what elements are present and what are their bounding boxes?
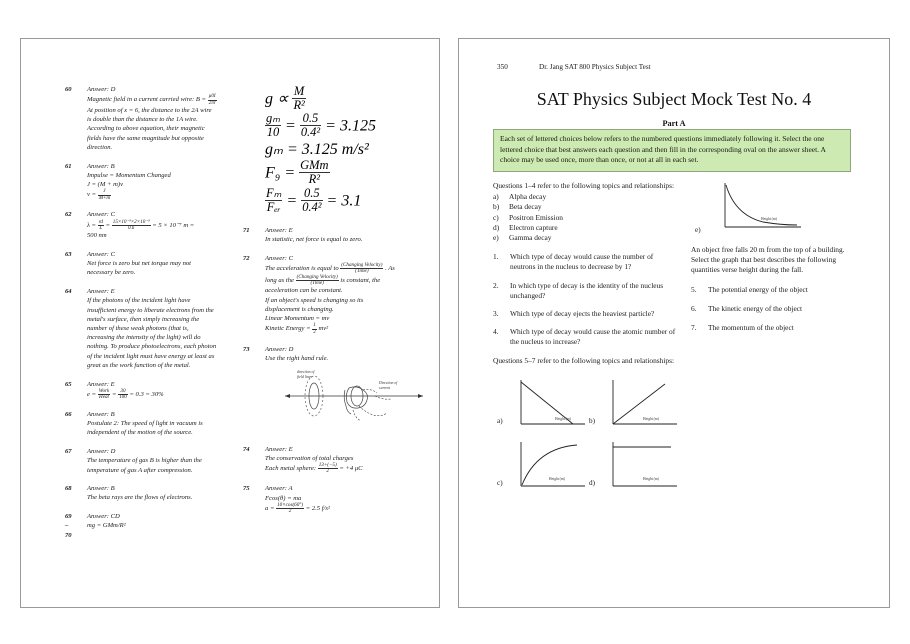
question-6 — [691, 304, 863, 314]
answer-text — [265, 484, 423, 514]
question-text: The potential energy of the object — [708, 284, 808, 294]
answer-line: increasing the intensity of the light) will do — [87, 334, 201, 342]
answer-label: Answer: B — [87, 485, 115, 493]
answer-label: Answer: C — [87, 211, 116, 219]
answer-entry-69-70 — [65, 512, 235, 540]
finger-curl-3 — [375, 396, 391, 399]
choice-letter: d) — [493, 222, 500, 232]
set1-lead: Questions 1–4 refer to the following topics and relationships: — [493, 181, 675, 190]
answer-text — [265, 226, 423, 244]
wavelength-result: = 5 × 10⁻⁷ m = — [152, 221, 195, 229]
graph-d-letter: d) — [589, 478, 595, 487]
answer-label: Answer: CD — [87, 513, 120, 521]
efficiency-result: = 0.3 = 30% — [129, 390, 164, 398]
answer-number: 64 — [65, 288, 72, 296]
one-half-fraction: $\frac{1}{2}$ — [313, 322, 316, 335]
answer-line: temperature of gas A after compression. — [87, 466, 193, 474]
answer-text — [87, 512, 235, 540]
fraction-05-over-04sq: $\frac{0.5}{\text{0.4²}}$ — [300, 111, 321, 140]
answer-label: Answer: D — [87, 448, 116, 456]
mv-squared: mv² — [318, 325, 329, 333]
graph-choice-d[interactable] — [603, 438, 681, 499]
graph-choices-grid — [493, 376, 679, 524]
answer-label: Answer: D — [87, 86, 116, 93]
choice-letter: e) — [493, 233, 499, 243]
answer-line: The conservation of total charges — [265, 454, 354, 462]
equals-sign: = — [105, 221, 111, 229]
kinetic-energy-formula: Kinetic Energy = $\frac{1}{2}$ mv² — [265, 322, 329, 335]
sphere-charge-fraction: $\frac{13+(-5)}{2}$ — [318, 462, 337, 475]
changing-velocity-fraction: $\frac{\text{(Changing Velocity)}}{\text{(Time)}}$ — [341, 261, 383, 275]
answer-line: necessary be zero. — [87, 269, 136, 277]
question-5 — [691, 285, 863, 295]
answer-columns — [21, 39, 439, 607]
answer-number: 68 — [65, 485, 72, 493]
sphere-charge-result: = +4 μC — [339, 465, 363, 473]
acceleration-definition: The acceleration is equal to $\frac{\text{(Changing Velocity)}}{\text{(Time)}}$ . As — [265, 261, 395, 275]
acceleration-formula: a = $\frac{10\times\cos(60^\circ)}{2}$ = 2.5 f/s² — [265, 501, 330, 515]
answer-number-range — [65, 512, 87, 540]
fraction-gm-over-10: $\frac{\text{gₘ}}{10}$ — [266, 111, 281, 140]
graph-a-svg — [511, 376, 589, 434]
answer-line: If an object's speed is changing so its — [265, 296, 364, 304]
answer-number: 65 — [65, 380, 72, 388]
efficiency-formula: e = $\frac{\text{Work}}{\text{Heat}}$ = $\frac{30}{100}$ = 0.3 = 30% — [87, 387, 164, 401]
arrow-left — [285, 394, 290, 398]
equation-g-proportional: g ∝ $\frac{M}{\text{R²}}$ — [265, 84, 305, 113]
choice-text: Positron Emission — [509, 212, 564, 222]
answer-text — [265, 345, 429, 436]
answer-text — [87, 484, 235, 502]
choice-text: Electron capture — [509, 222, 558, 232]
answer-line: metal's surface, then simply increasing the — [87, 315, 200, 323]
answer-line: great as the work function of the metal. — [87, 361, 191, 369]
question-7 — [691, 323, 863, 333]
part-label: Part A — [662, 119, 686, 128]
ratio-result: = 3.125 — [325, 117, 376, 135]
field-lines-caption-line2: field lines — [297, 374, 312, 379]
x-axis-label: Height (m) — [761, 217, 777, 221]
answer-text — [87, 410, 235, 438]
wavelength-formula: λ = $\frac{rd}{L}$ = $\frac{\text{15×10⁻³×2×10⁻³}}{0.6}$ = 5 × 10⁻⁷ m = — [87, 218, 195, 231]
graph-a-letter: a) — [497, 416, 503, 425]
answer-text — [87, 287, 235, 370]
x-axis-label: Height (m) — [643, 416, 659, 421]
question-text: The momentum of the object — [708, 323, 794, 333]
answer-entry-65 — [65, 380, 235, 401]
answer-number: 62 — [65, 211, 72, 219]
question-number: 7. — [691, 323, 697, 333]
fraction-m-over-r2: $\frac{M}{\text{R²}}$ — [293, 84, 305, 113]
acceleration-condition: long as the $\frac{\text{(Changing Velocity)}}{\text{(Time)}}$ is constant, the — [265, 273, 381, 287]
choice-letter: b) — [493, 202, 500, 212]
choice-c[interactable] — [493, 213, 679, 223]
question-number: 1. — [493, 252, 499, 262]
answer-line: insufficient energy to liberate electrons from the — [87, 306, 214, 314]
answer-text — [87, 210, 235, 240]
choice-e[interactable] — [493, 233, 679, 243]
graph-d-svg — [603, 438, 681, 496]
graph-b-svg — [603, 376, 681, 434]
magnetic-field-fraction: $\frac{\mu 0I}{2\pi r}$ — [208, 93, 216, 106]
answer-number: 72 — [243, 254, 250, 262]
answer-entry-63 — [65, 250, 235, 278]
question-number: 4. — [493, 327, 499, 337]
answer-number: 61 — [65, 162, 72, 170]
equals-sign: = — [286, 192, 298, 210]
answer-column-right — [243, 85, 423, 524]
answer-entry-74 — [243, 445, 423, 475]
answer-line: displacement is changing. — [265, 305, 334, 313]
equation-gm-value: gₘ = 3.125 m/s² — [265, 141, 369, 159]
choice-letter: c) — [493, 212, 499, 222]
answer-text — [265, 445, 423, 475]
page-title: SAT Physics Subject Mock Test No. 4 — [536, 89, 812, 109]
question-3 — [493, 309, 679, 319]
instructions-box: Each set of lettered choices below refers to the numbered questions immediately following it. Select the one lettered choice that best answers each question and then fill in the corresponding oval on the answer sheet. A choice may be used once, more than once, or not at all in each set. — [493, 129, 851, 172]
answer-label: Answer: E — [87, 380, 115, 388]
answer-label: Answer: C — [87, 251, 116, 259]
graph-c-svg — [511, 438, 589, 496]
right-hand-rule-diagram — [279, 366, 429, 428]
answer-number: 63 — [65, 251, 72, 259]
answer-label: Answer: B — [87, 411, 115, 418]
answer-line: If the photons of the incident light have — [87, 297, 191, 305]
answer-line: of the incident light must have energy at least as — [87, 352, 215, 360]
question-number: 6. — [691, 303, 697, 313]
finger-curl-2 — [353, 410, 361, 421]
answer-line: direction. — [87, 143, 113, 151]
choice-text: Beta decay — [509, 202, 542, 212]
answer-number: 70 — [65, 531, 72, 539]
continued-equations-70 — [243, 85, 423, 214]
choice-text: Alpha decay — [509, 192, 547, 202]
question-text: The kinetic energy of the object — [708, 303, 803, 313]
current-caption-line1: Direction of — [379, 380, 398, 385]
answer-entry-67 — [65, 447, 235, 475]
x-axis-label: Height (m) — [555, 416, 571, 421]
set1-choices — [493, 192, 679, 243]
answer-line: The beta rays are the flows of electrons. — [87, 494, 193, 502]
acceleration-fraction: $\frac{10\times\cos(60^\circ)}{2}$ — [277, 501, 304, 515]
graph-choice-b[interactable] — [603, 376, 681, 437]
test-column-left — [493, 181, 679, 524]
answer-entry-68 — [65, 484, 235, 502]
answer-number: 69 — [65, 513, 72, 521]
answer-line: According to above equation, their magnetic — [87, 125, 205, 133]
answer-text — [87, 380, 235, 401]
answer-line: Impulse = Momentum Changed — [87, 171, 171, 179]
answer-number: 75 — [243, 485, 250, 493]
running-head-text: Dr. Jang SAT 800 Physics Subject Test — [539, 63, 651, 71]
efficiency-fraction-2: $\frac{30}{100}$ — [119, 387, 127, 401]
gravity-formula: mg = GMm/R² — [87, 522, 126, 530]
answer-text — [87, 85, 235, 152]
answer-number: 60 — [65, 86, 72, 93]
velocity-fraction: $\frac{J}{M+m}$ — [98, 188, 111, 201]
answer-line: acceleration can be constant. — [265, 287, 343, 295]
equals-sign: = — [285, 117, 296, 135]
acceleration-result: = 2.5 f/s² — [305, 504, 330, 512]
x-axis-label: Height (m) — [549, 476, 565, 481]
question-text: Which type of decay would cause the number of neutrons in the nucleus to decrease by 1? — [510, 252, 654, 272]
fraction-fm-over-fe: $\frac{\text{Fₘ}}{\text{Fₑᵣ}}$ — [266, 185, 282, 214]
sphere-charge-formula: Each metal sphere: $\frac{13+(-5)}{2}$ = +4 μC — [265, 462, 363, 475]
hand-palm-outline — [344, 390, 351, 414]
choice-a[interactable] — [493, 192, 679, 202]
answer-line: Fcos(θ) = ma — [265, 494, 302, 502]
velocity-formula: v = $\frac{J}{M+m}$ — [87, 188, 111, 201]
current-caption-line2: current — [379, 385, 391, 390]
equation-force-gravity: F₉ = $\frac{\text{GMm}}{\text{R²}}$ — [265, 158, 329, 187]
question-number: 2. — [493, 280, 499, 290]
answer-column-left — [65, 85, 235, 549]
equals-sign: = — [111, 390, 117, 398]
test-page — [458, 38, 890, 608]
answer-line: is double than the distance to the 1A wire. — [87, 116, 198, 124]
choice-text: Gamma decay — [509, 233, 552, 243]
question-4 — [493, 327, 679, 347]
answer-line: number of these weak photons (that is, — [87, 325, 189, 332]
question-2 — [493, 281, 679, 301]
answer-line: Use the right hand rule. — [265, 354, 329, 362]
question-set-1 — [493, 181, 679, 243]
hand-fist — [346, 387, 367, 408]
answer-label: Answer: B — [87, 162, 115, 170]
answer-line: In statistic, net force is equal to zero. — [265, 235, 363, 243]
answer-entry-72 — [243, 254, 423, 335]
answer-label: Answer: E — [87, 288, 115, 296]
answer-number: 73 — [243, 345, 250, 353]
answer-label: Answer: E — [265, 226, 293, 234]
answer-entry-73 — [243, 345, 423, 436]
graph-choice-c[interactable] — [511, 438, 589, 499]
answer-entry-60 — [65, 85, 235, 152]
answer-text — [87, 447, 235, 475]
answer-entry-64 — [65, 287, 235, 370]
test-column-right — [691, 181, 863, 342]
answer-entry-75 — [243, 484, 423, 514]
answer-label: Answer: C — [265, 254, 294, 262]
wavelength-fraction-1: $\frac{rd}{L}$ — [98, 218, 103, 231]
set1-questions — [493, 252, 679, 347]
question-text: In which type of decay is the identity of the nucleus unchanged? — [510, 280, 664, 300]
fraction-05-over-04sq-b: $\frac{0.5}{\text{0.4²}}$ — [302, 185, 322, 214]
choice-letter: a) — [493, 192, 499, 202]
answer-number: 74 — [243, 445, 250, 453]
graph-e-svg — [713, 181, 809, 237]
answer-text — [87, 162, 235, 201]
fraction-gmm-over-r2: $\frac{\text{GMm}}{\text{R²}}$ — [300, 158, 329, 187]
efficiency-fraction-1: $\frac{\text{Work}}{\text{Heat}}$ — [98, 387, 110, 401]
answer-entry-66 — [65, 410, 235, 438]
choice-b[interactable] — [493, 202, 679, 212]
graph-choice-a[interactable] — [511, 376, 589, 437]
right-hand-rule-figure — [279, 366, 429, 431]
answer-label: Answer: E — [265, 445, 293, 453]
question-text: Which type of decay would cause the atomic number of the nucleus to increase? — [510, 327, 676, 347]
answer-text — [265, 254, 423, 335]
answer-line: independent of the motion of the source. — [87, 429, 193, 437]
set2-stem: An object free falls 20 m from the top of a building. Select the graph that best describes the following quantities verse height during the fall. — [691, 245, 845, 275]
answer-line: nothing. To produce photoelectrons, each photon — [87, 343, 217, 351]
answer-number: 67 — [65, 448, 72, 456]
set2-lead: Questions 5–7 refer to the following topics and relationships: — [493, 355, 675, 365]
graph-c-letter: c) — [497, 478, 503, 487]
question-number: 3. — [493, 309, 499, 319]
answer-line: J = (M + m)v — [87, 180, 123, 188]
answer-entry-61 — [65, 162, 235, 201]
page-number: 350 — [497, 63, 508, 71]
answer-line: Linear Momentum = mv — [265, 315, 330, 323]
answer-line: Postulate 2: The speed of light in vacuum is — [87, 420, 203, 428]
graph-choice-e[interactable] — [691, 181, 863, 239]
answer-label: Answer: A — [265, 485, 293, 493]
equation-force-ratio — [265, 187, 423, 214]
answer-entry-71 — [243, 226, 423, 244]
answer-line: Net force is zero but net torque may not — [87, 260, 192, 268]
answer-line: The temperature of gas B is higher than the — [87, 457, 202, 465]
changing-velocity-fraction-2: $\frac{\text{(Changing Velocity)}}{\text{(Time)}}$ — [296, 273, 338, 287]
running-header — [497, 63, 857, 71]
choice-d[interactable] — [493, 223, 679, 233]
force-ratio-result: = 3.1 — [326, 192, 362, 210]
x-axis-label: Height (m) — [643, 476, 659, 481]
equation-gm-ratio — [265, 112, 423, 139]
answer-line: Magnetic field in a current carried wire: B = $\frac{\mu 0I}{2\pi r}$ — [87, 93, 216, 106]
question-1 — [493, 252, 679, 272]
answer-number: 66 — [65, 411, 72, 418]
finger-curl-1 — [359, 406, 387, 416]
answer-key-page — [20, 38, 440, 608]
arrow-right — [418, 394, 423, 398]
answer-line: fields have the same magnitude but opposite — [87, 134, 204, 142]
answer-number: 71 — [243, 226, 250, 234]
wavelength-result-nm: 500 nm — [87, 232, 107, 240]
question-text: Which type of decay ejects the heaviest particle? — [510, 309, 655, 319]
question-number: 5. — [691, 284, 697, 294]
answer-label: Answer: D — [265, 345, 294, 353]
graph-b-letter: b) — [589, 416, 595, 425]
answer-text — [87, 250, 235, 278]
graph-e-letter: e) — [695, 226, 701, 234]
field-lines-caption-line1: direction of — [297, 369, 315, 374]
answer-number-dash: – — [65, 522, 69, 530]
wavelength-fraction-2: $\frac{\text{15×10⁻³×2×10⁻³}}{0.6}$ — [112, 218, 150, 231]
answer-entry-62 — [65, 210, 235, 240]
answer-line: At position of x = 6, the distance to the 2A wire — [87, 106, 212, 114]
